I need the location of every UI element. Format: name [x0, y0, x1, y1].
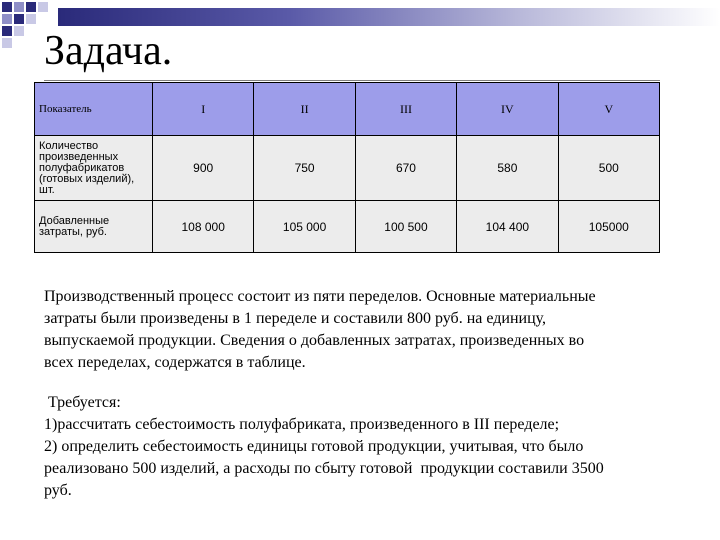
column-header: IV — [457, 83, 558, 136]
table-cell: 750 — [254, 136, 355, 201]
table-header-row — [35, 83, 660, 136]
column-header: I — [153, 83, 254, 136]
slide-title: Задача. — [44, 28, 173, 74]
table-cell: 100 500 — [355, 201, 456, 253]
decor-square — [26, 14, 36, 24]
table-row — [35, 201, 660, 253]
decor-square — [2, 26, 12, 36]
row-label: Добавленные затраты, руб. — [35, 201, 153, 253]
decor-square — [26, 2, 36, 12]
decor-square — [14, 2, 24, 12]
text-line: затраты были произведены в 1 переделе и составили 800 руб. на единицу, — [44, 310, 547, 327]
table-cell: 105 000 — [254, 201, 355, 253]
header-gradient-bar — [58, 8, 720, 26]
table-cell: 580 — [457, 136, 558, 201]
column-header: III — [355, 83, 456, 136]
text-line: реализовано 500 изделий, а расходы по сбыту готовой продукции составили 3500 — [44, 460, 604, 477]
description-paragraph — [44, 286, 680, 374]
decor-square — [2, 14, 12, 24]
text-line: 2) определить себестоимость единицы готовой продукции, учитывая, что было — [44, 438, 584, 455]
table-cell: 105000 — [558, 201, 659, 253]
decor-square — [38, 2, 48, 12]
text-line: 1)рассчитать себестоимость полуфабриката, произведенного в III переделе; — [44, 416, 560, 433]
table-cell: 104 400 — [457, 201, 558, 253]
task-paragraph — [44, 392, 680, 502]
text-line: руб. — [44, 482, 72, 499]
column-header: Показатель — [35, 83, 153, 136]
decor-square — [2, 38, 12, 48]
table-cell: 900 — [153, 136, 254, 201]
text-line: выпускаемой продукции. Сведения о добавленных затратах, произведенных во — [44, 332, 585, 349]
task-heading: Требуется: — [44, 394, 121, 411]
text-line: всех переделах, содержатся в таблице. — [44, 354, 306, 371]
text-line: Производственный процесс состоит из пяти переделов. Основные материальные — [44, 288, 596, 305]
table-cell: 500 — [558, 136, 659, 201]
title-divider — [44, 80, 660, 81]
column-header: II — [254, 83, 355, 136]
decor-square — [14, 26, 24, 36]
table-cell: 108 000 — [153, 201, 254, 253]
table-cell: 670 — [355, 136, 456, 201]
decor-square — [2, 2, 12, 12]
decor-square — [14, 14, 24, 24]
table-row — [35, 136, 660, 201]
row-label: Количество произведенных полуфабрикатов (готовых изделий), шт. — [35, 136, 153, 201]
column-header: V — [558, 83, 659, 136]
data-table — [34, 82, 660, 253]
